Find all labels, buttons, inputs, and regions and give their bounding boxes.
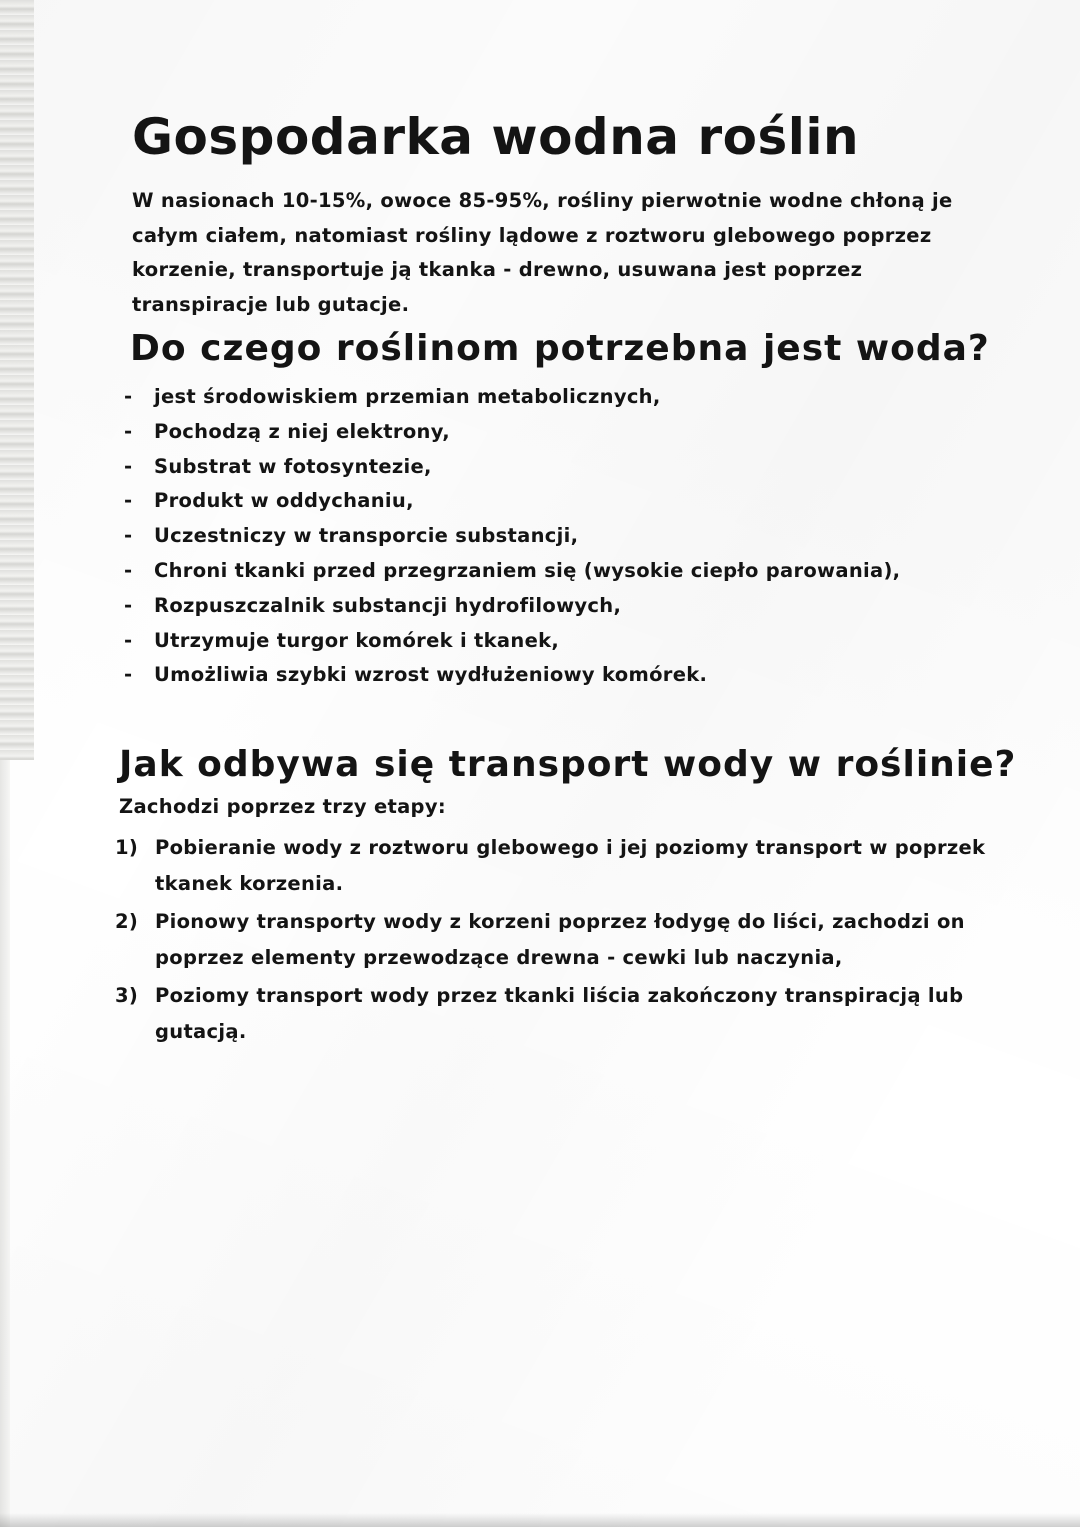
list-item-text: Utrzymuje turgor komórek i tkanek,	[154, 628, 560, 652]
section-heading-how: Jak odbywa się transport wody w roślinie?	[119, 744, 1017, 785]
steps-list	[115, 830, 1015, 1052]
list-item	[124, 624, 900, 659]
bullet-dash: -	[124, 489, 133, 513]
step-number: 3)	[115, 984, 139, 1007]
list-item	[124, 554, 900, 589]
section-heading-why: Do czego roślinom potrzebna jest woda?	[130, 328, 990, 369]
bullet-dash: -	[124, 628, 133, 652]
step-item	[115, 904, 1015, 976]
bullet-dash: -	[124, 419, 133, 443]
list-item	[124, 415, 900, 450]
step-number: 2)	[115, 910, 139, 933]
list-item-text: Pochodzą z niej elektrony,	[154, 419, 450, 443]
list-item	[124, 658, 900, 693]
list-item	[124, 450, 900, 485]
page-title: Gospodarka wodna roślin	[132, 108, 860, 166]
list-item-text: Chroni tkanki przed przegrzaniem się (wysokie ciepło parowania),	[154, 558, 901, 582]
paper-edge-shadow	[0, 0, 34, 760]
bullet-dash: -	[124, 558, 133, 582]
list-item-text: Produkt w oddychaniu,	[154, 489, 414, 513]
list-item-text: Umożliwia szybki wzrost wydłużeniowy komórek.	[154, 663, 708, 687]
bullet-dash: -	[124, 385, 133, 408]
list-item-text: Substrat w fotosyntezie,	[154, 454, 432, 478]
list-item	[124, 589, 900, 624]
why-list	[124, 380, 900, 693]
list-item-text: Rozpuszczalnik substancji hydrofilowych,	[154, 593, 622, 617]
list-item-text: Uczestniczy w transporcie substancji,	[154, 524, 579, 548]
intro-paragraph: W nasionach 10-15%, owoce 85-95%, rośliny pierwotnie wodne chłoną je całym ciałem, natomiast rośliny lądowe z roztworu glebowego poprzez korzenie, transportuje ją tkanka - drewno, usuwana jest poprzez transpiracje lub gutacje.	[132, 189, 953, 316]
paper-edge-shadow-lower	[0, 760, 10, 1527]
list-item	[124, 519, 900, 554]
paper-bottom-shadow	[0, 1513, 1080, 1527]
step-item	[115, 830, 1015, 902]
step-item	[115, 978, 1015, 1050]
bullet-dash: -	[124, 524, 133, 548]
step-text: Pionowy transporty wody z korzeni poprzez łodygę do liści, zachodzi on poprzez elementy przewodzące drewna - cewki lub naczynia,	[155, 910, 965, 969]
list-item	[124, 380, 900, 415]
bullet-dash: -	[124, 454, 133, 478]
list-item-text: jest środowiskiem przemian metabolicznych,	[154, 385, 661, 408]
step-number: 1)	[115, 836, 139, 859]
steps-intro: Zachodzi poprzez trzy etapy:	[119, 795, 446, 818]
list-item	[124, 484, 900, 519]
bullet-dash: -	[124, 663, 133, 687]
step-text: Pobieranie wody z roztworu glebowego i jej poziomy transport w poprzek tkanek korzenia.	[155, 836, 986, 895]
bullet-dash: -	[124, 593, 133, 617]
step-text: Poziomy transport wody przez tkanki liścia zakończony transpiracją lub gutacją.	[155, 984, 964, 1043]
